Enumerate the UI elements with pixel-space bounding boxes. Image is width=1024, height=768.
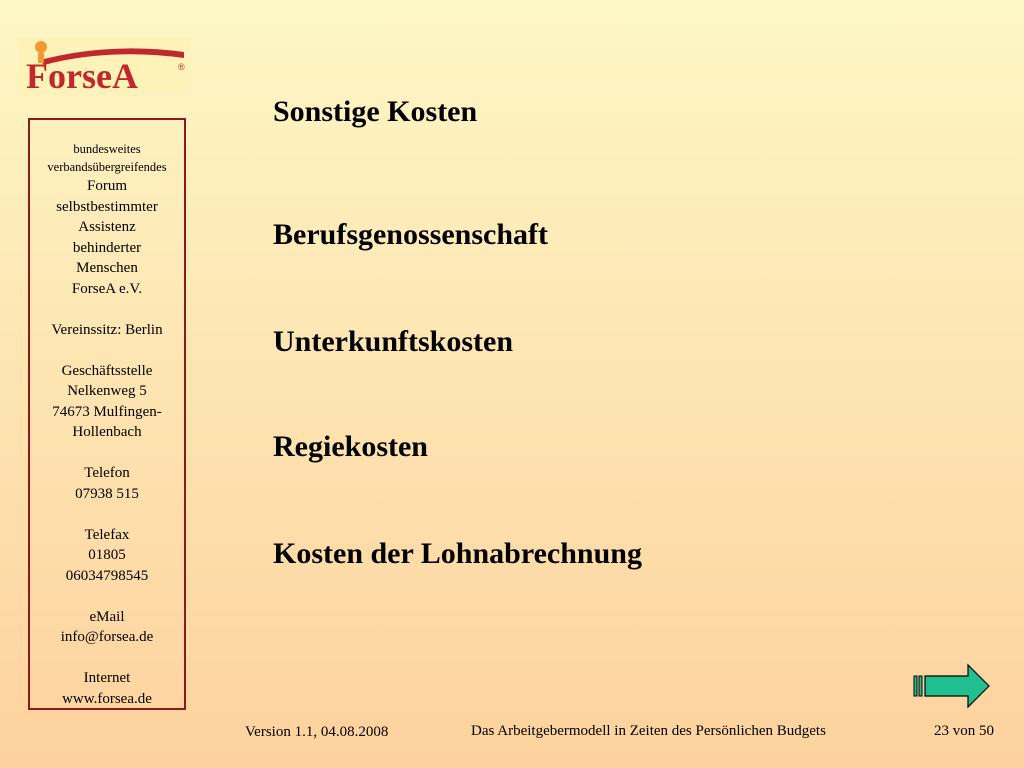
fax-value: 06034798545 [65, 567, 149, 584]
sidebar-line: Nelkenweg 5 [67, 383, 147, 399]
topic-item: Kosten der Lohnabrechnung [273, 537, 642, 570]
footer-page-number: 23 von 50 [934, 723, 994, 739]
next-slide-button[interactable] [912, 662, 992, 710]
spacer [30, 443, 184, 464]
sidebar-line: 74673 Mulfingen- [52, 403, 162, 420]
topic-item: Berufsgenossenschaft [273, 218, 548, 251]
sidebar-seat: Vereinssitz: Berlin [51, 321, 163, 338]
footer-version: Version 1.1, 04.08.2008 [245, 724, 389, 740]
email-label: eMail [89, 608, 125, 625]
sidebar-line: Hollenbach [72, 424, 142, 440]
forsea-logo [18, 38, 190, 94]
spacer [30, 648, 184, 669]
phone-label: Telefon [84, 465, 130, 481]
sidebar-line: behinderter [72, 239, 142, 256]
right-arrow-icon [912, 662, 992, 710]
phone-value: 07938 515 [75, 485, 139, 502]
logo-text: ForseA [26, 56, 138, 94]
sidebar-line: ForseA e.V. [71, 280, 143, 297]
internet-label: Internet [83, 670, 131, 686]
footer-subtitle: Das Arbeitgebermodell in Zeiten des Persönlichen Budgets [471, 723, 826, 739]
sidebar-contact-box [28, 118, 186, 710]
internet-value: www.forsea.de [62, 690, 152, 707]
fax-label: Telefax [84, 526, 130, 543]
slide-title: Sonstige Kosten [273, 95, 478, 128]
sidebar-line: verbandsübergreifendes [47, 160, 167, 174]
forsea-logo-graphic [18, 38, 190, 94]
sidebar-line: selbstbestimmter [56, 198, 158, 215]
spacer [30, 504, 184, 525]
topic-item: Unterkunftskosten [273, 325, 514, 358]
sidebar-line: Menschen [76, 260, 138, 276]
fax-value: 01805 [88, 547, 126, 563]
spacer [30, 299, 184, 320]
email-value: info@forsea.de [60, 629, 154, 645]
sidebar-line: Geschäftsstelle [61, 362, 153, 379]
sidebar-line: Forum [86, 178, 127, 194]
sidebar-line: bundesweites [73, 142, 141, 156]
spacer [30, 340, 184, 361]
topic-item: Regiekosten [273, 430, 428, 463]
registered-mark: ® [178, 62, 185, 72]
sidebar-line: Assistenz [78, 219, 136, 235]
spacer [30, 586, 184, 607]
